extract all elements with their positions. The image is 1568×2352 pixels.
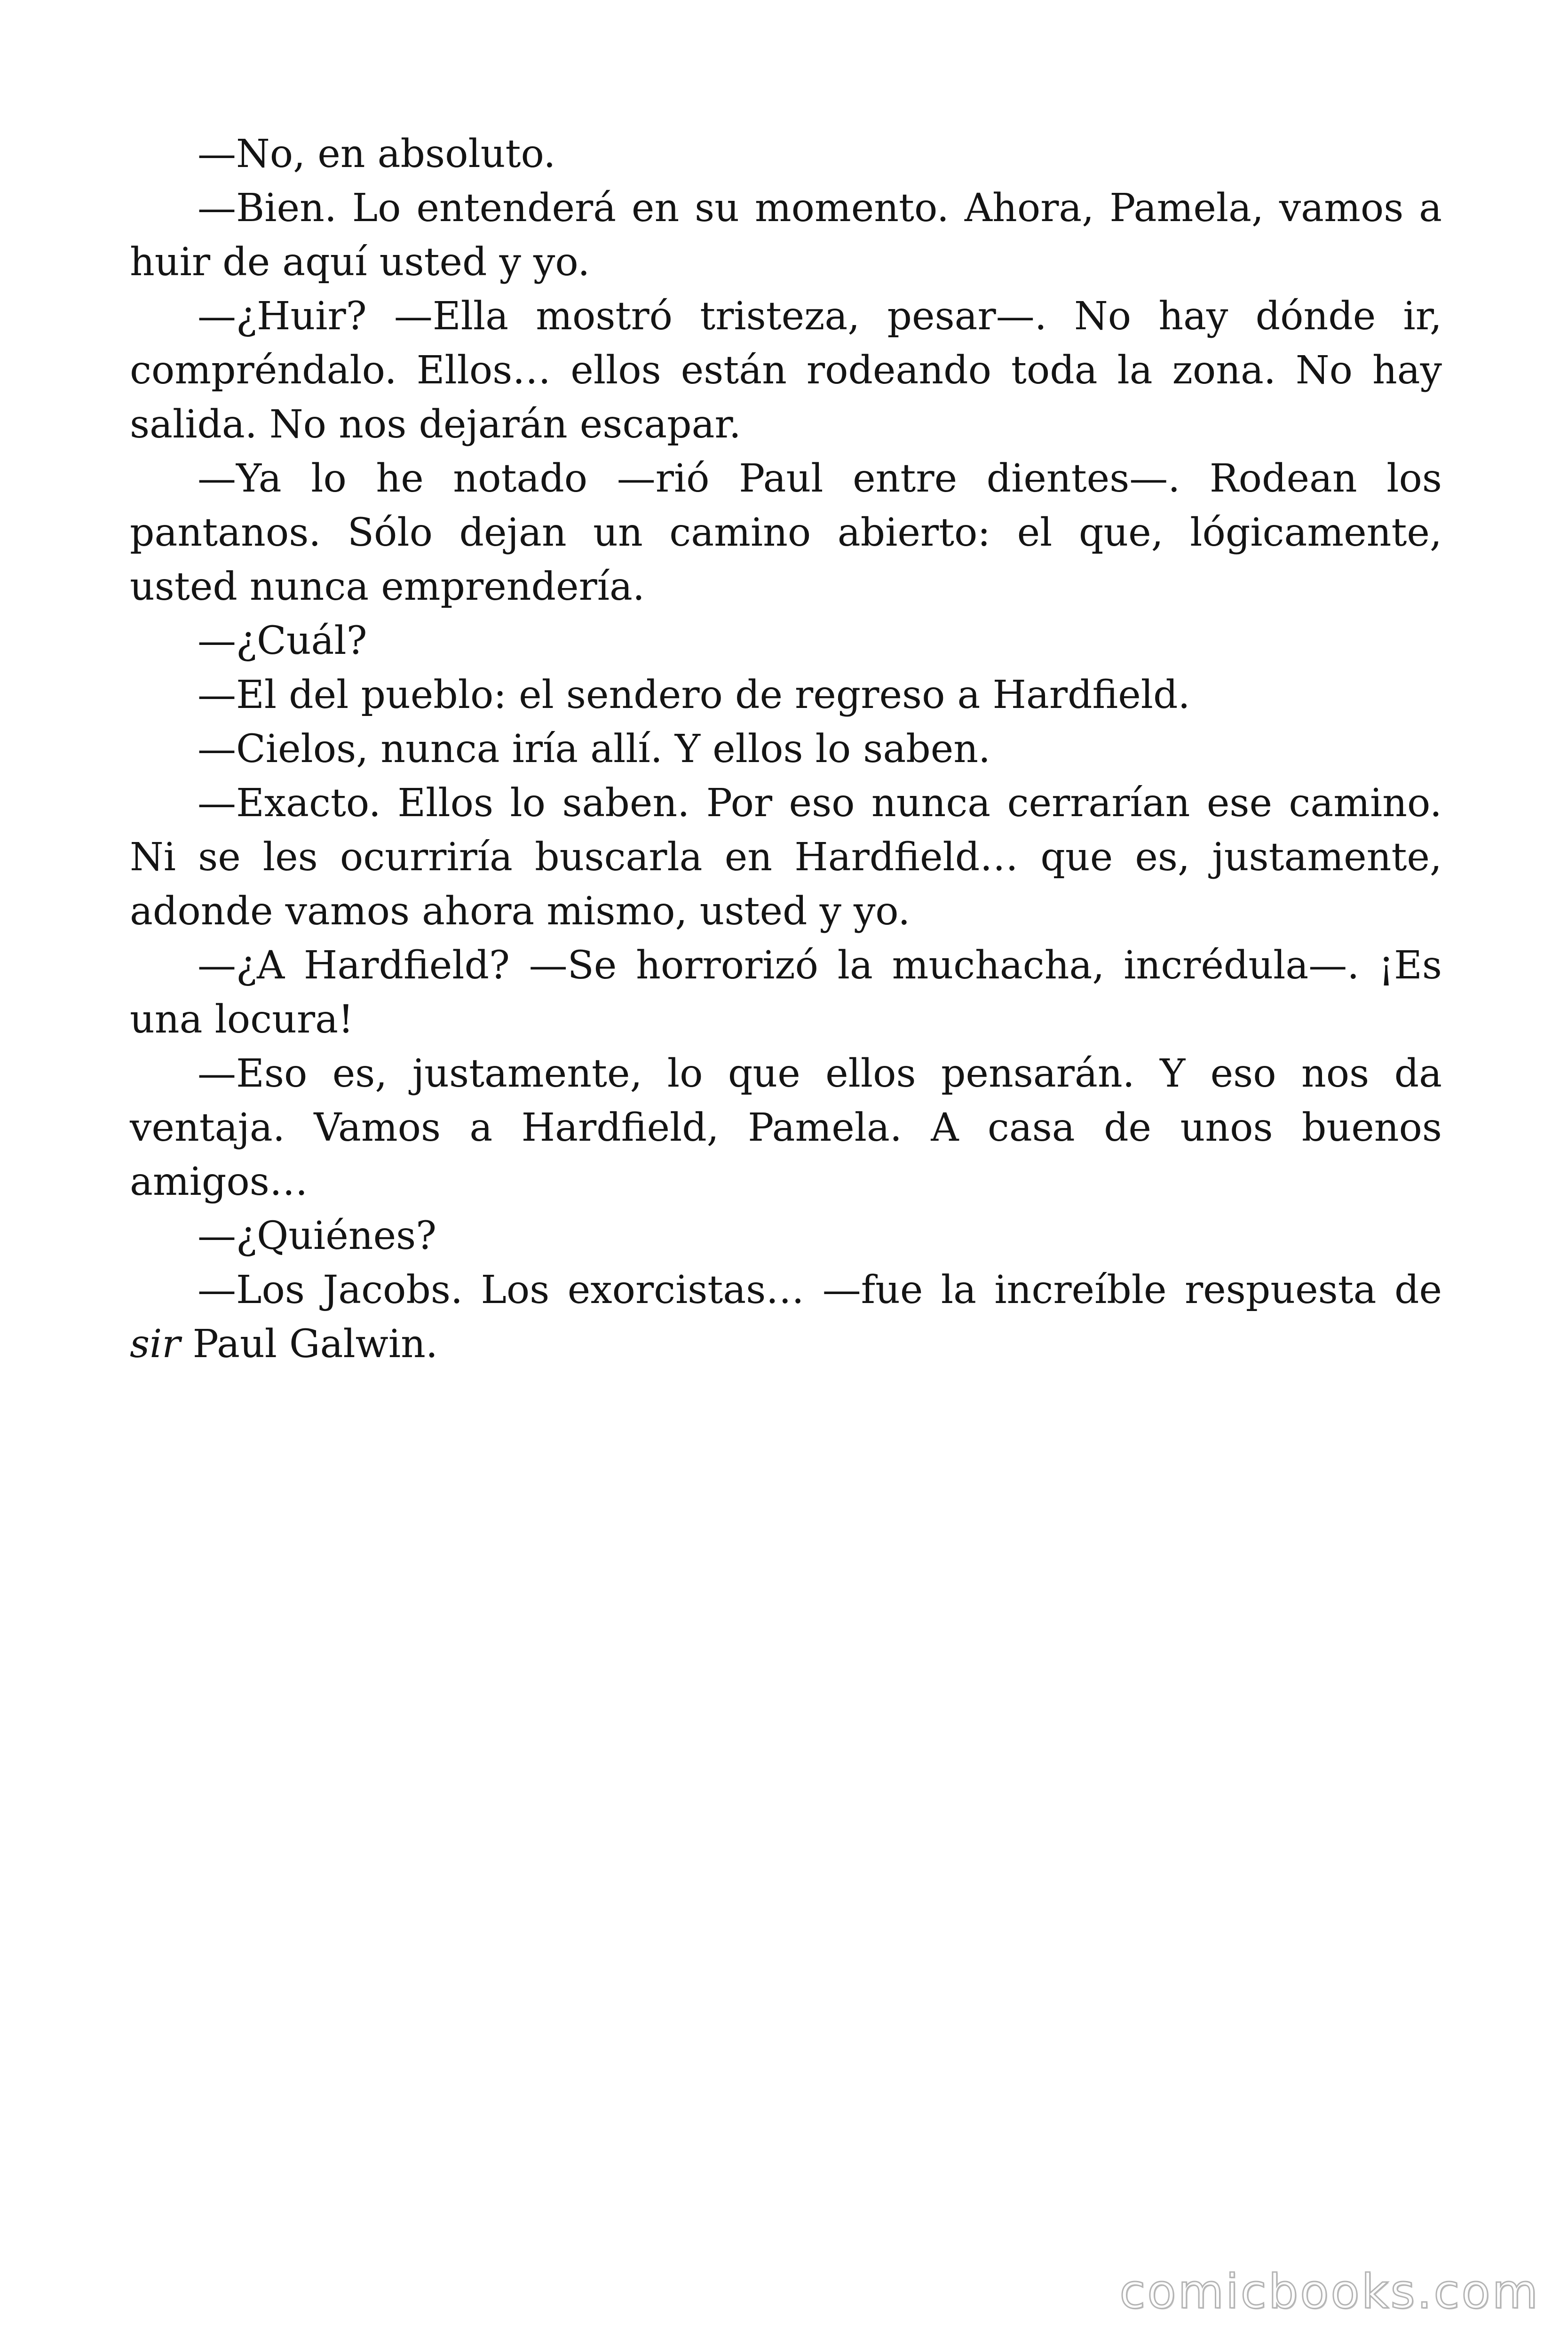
paragraph-11: —¿Quiénes? (198, 1214, 437, 1258)
paragraph-12-end: Paul Galwin. (180, 1322, 438, 1367)
paragraph-12-start: —Los Jacobs. Los exorcistas… —fue la increíble respuesta de (198, 1268, 1442, 1312)
page-body (130, 127, 1442, 1371)
paragraph-6: —El del pueblo: el sendero de regreso a Hardfield. (198, 673, 1190, 717)
paragraph-8: —Exacto. Ellos lo saben. Por eso nunca cerrarían ese camino. Ni se les ocurriría buscarla en Hardfield… que es, justamente, adonde vamos ahora mismo, usted y yo. (130, 781, 1442, 934)
paragraph-9: —¿A Hardfield? —Se horrorizó la muchacha, incrédula—. ¡Es una locura! (130, 943, 1442, 1042)
paragraph-7: —Cielos, nunca iría allí. Y ellos lo saben. (198, 727, 991, 771)
paragraph-10: —Eso es, justamente, lo que ellos pensarán. Y eso nos da ventaja. Vamos a Hardfield, Pamela. A casa de unos buenos amigos… (130, 1051, 1442, 1204)
paragraph-2: —Bien. Lo entenderá en su momento. Ahora, Pamela, vamos a huir de aquí usted y yo. (130, 186, 1442, 285)
paragraph-12-italic: sir (130, 1322, 181, 1367)
paragraph-4: —Ya lo he notado —rió Paul entre dientes—. Rodean los pantanos. Sólo dejan un camino abierto: el que, lógicamente, usted nunca emprendería. (130, 456, 1442, 609)
paragraph-1: —No, en absoluto. (198, 132, 556, 176)
watermark-text: comicbooks.com (1119, 2264, 1540, 2319)
paragraph-12 (130, 1263, 1442, 1371)
paragraph-5: —¿Cuál? (198, 619, 367, 663)
paragraph-3: —¿Huir? —Ella mostró tristeza, pesar—. No hay dónde ir, compréndalo. Ellos… ellos están rodeando toda la zona. No hay salida. No nos dejarán escapar. (130, 294, 1442, 447)
